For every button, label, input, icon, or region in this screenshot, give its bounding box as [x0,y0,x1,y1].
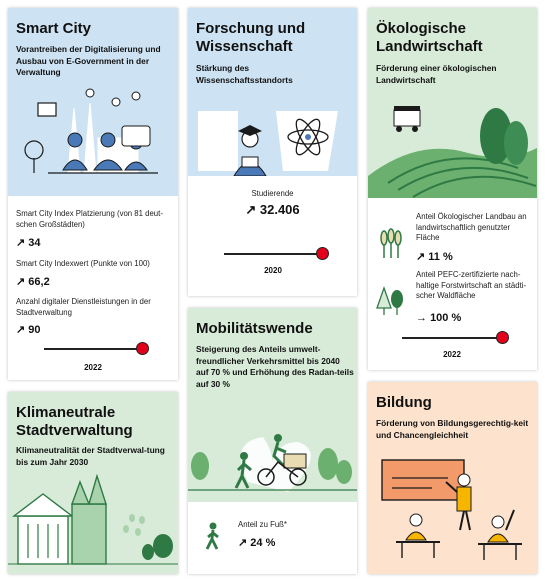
card-subtitle: Förderung von Bildungsgerechtig-keit und Chancengleichheit [376,418,529,440]
metric-value-row [16,236,41,249]
trend-up-icon: ↗ [16,237,26,249]
card-title: Forschung und Wissenschaft [196,20,306,55]
trend-right-icon: → [416,312,427,324]
card-klimaneutrale-stadtverwaltung[interactable] [8,392,178,574]
year-label: 2020 [264,266,282,275]
card-subtitle: Förderung einer ökologischen Landwirtschaft [376,63,497,85]
metric-label: Studierende [251,189,294,198]
year-slider-track [402,337,502,339]
pedestrian-icon [204,522,222,550]
smart-city-illustration [8,88,178,198]
wheat-icon [378,228,402,258]
metric-value-row [188,202,357,218]
mobility-illustration [188,422,357,502]
metric-value: 32.406 [259,202,300,217]
metric-label: Smart City Indexwert (Punkte von 100) [16,259,150,268]
cityhall-illustration [8,474,178,574]
card-title: Mobilitätswende [196,320,313,337]
card-title: Ökologische Landwirtschaft [376,20,483,55]
card-subtitle: Vorantreiben der Digitalisierung und Ausbau von E-Government in der Verwaltung [16,44,161,77]
year-slider-track [44,348,142,350]
metric-label: Anteil Ökologischer Landbau an landwirtschaftlich genutzter Fläche [416,212,527,242]
metric-label: Anzahl digitaler Dienstleistungen in der Stadtverwaltung [16,297,151,317]
metric-value: 90 [28,324,41,336]
year-slider-handle[interactable] [136,342,149,355]
trend-up-icon: ↗ [16,276,26,288]
metric-value-row [416,250,453,263]
card-subtitle: Steigerung des Anteils umwelt-freundlicher Verkehrsmittel bis 2040 auf 70 % und Erhöhung des Radan-teils auf 30 % [196,344,354,389]
metric-value-row [238,536,275,549]
card-oekologische-landwirtschaft[interactable] [368,8,537,370]
year-slider-track [224,253,322,255]
metric-label: Smart City Index Platzierung (von 81 deut-schen Großstädten) [16,209,163,229]
trend-up-icon: ↗ [245,202,257,217]
card-smart-city[interactable] [8,8,178,380]
card-subtitle: Stärkung des Wissenschaftsstandorts [196,63,293,85]
metric-value: 66,2 [28,276,50,288]
metric-value-row [16,323,41,336]
metric-value: 11 % [428,251,453,263]
trees-icon [376,286,404,316]
year-slider-handle[interactable] [496,331,509,344]
classroom-illustration [368,458,537,568]
card-mobilitaetswende[interactable] [188,308,357,574]
farm-illustration [368,98,537,198]
year-label: 2022 [84,363,102,372]
card-bildung[interactable] [368,382,537,574]
metric-value: 34 [28,237,41,249]
science-illustration [188,101,357,176]
card-title: Bildung [376,394,432,411]
metric-value: 24 % [250,537,276,549]
card-forschung[interactable] [188,8,357,296]
metric-value-row [16,275,50,288]
trend-up-icon: ↗ [16,324,26,336]
year-slider-handle[interactable] [316,247,329,260]
metric-value: 100 % [430,312,462,324]
card-title: Klimaneutrale Stadtverwaltung [16,404,133,439]
year-label: 2022 [443,350,461,359]
metric-label: Anteil zu Fuß* [238,520,287,529]
card-title: Smart City [16,20,92,37]
trend-up-icon: ↗ [238,537,248,549]
metric-value-row [416,312,461,324]
metric-label: Anteil PEFC-zertifizierte nach-haltige Forstwirtschaft an städti-scher Waldfläche [416,270,527,300]
trend-up-icon: ↗ [416,251,426,263]
card-subtitle: Klimaneutralität der Stadtverwal-tung bis zum Jahr 2030 [16,445,165,467]
